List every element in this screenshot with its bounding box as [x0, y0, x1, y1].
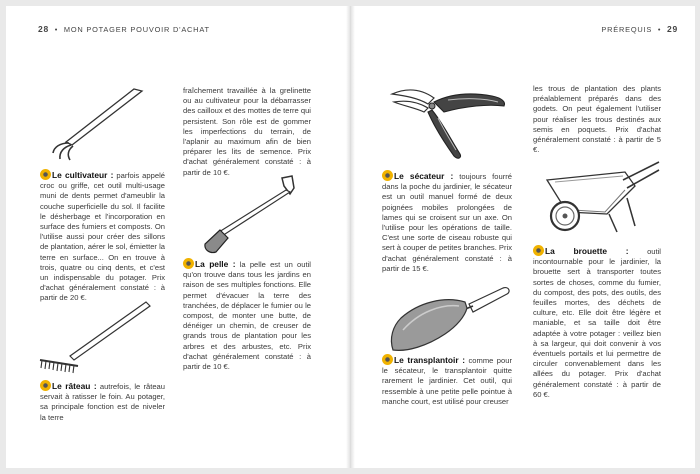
- rake-text: autrefois, le râteau servait à ratisser le foin. Au potager, sa principale fonction est de niveler la terre: [40, 382, 165, 422]
- right-header-separator: •: [657, 25, 662, 34]
- trowel-entry: [382, 354, 512, 407]
- wheelbarrow-illustration: [545, 158, 663, 238]
- trowel-text: comme pour le sécateur, le transplantoir quitte rarement le jardinier. Cet outil, qui ressemble à une petite pelle pointue à manche court, est utilisé pour creuser: [382, 356, 512, 406]
- shovel-text: la pelle est un outil qu'on trouve dans tous les jardins en raison de ses multiples fonctions. Elle permet d'évacuer la terre des tranchées, de déplacer le fumier ou le compost, de monter une butte, de dénéiger un chemin, de creuser de grands trous de plantation pour les arbres et des arbustes, etc. Prix d'achat généralement constaté : à partir de 10 €.: [183, 260, 311, 372]
- pruning-shears-illustration: [388, 82, 513, 167]
- trowel-continued-text: les trous de plantation des plants préalablement préparés dans des godets. On peut également l'utiliser pour réaliser les trous destinés aux semis en poquets. Prix d'achat généralement constaté : à partir de 5 €.: [533, 84, 661, 155]
- flower-bullet-icon: [40, 380, 51, 391]
- flower-bullet-icon: [40, 169, 51, 180]
- shovel-illustration: [198, 172, 298, 257]
- pruning-shears-entry: [382, 170, 512, 274]
- trowel-term: Le transplantoir :: [394, 355, 466, 365]
- left-header-title: MON POTAGER POUVOIR D'ACHAT: [63, 25, 210, 34]
- trowel-continuation: [533, 84, 661, 155]
- book-gutter: [346, 6, 355, 468]
- cultivator-illustration: [38, 85, 148, 165]
- flower-bullet-icon: [533, 245, 544, 256]
- rake-entry: [40, 380, 165, 423]
- cultivator-term: Le cultivateur :: [52, 170, 114, 180]
- left-page-number: 28: [38, 24, 50, 34]
- flower-bullet-icon: [382, 354, 393, 365]
- right-header-title: PRÉREQUIS: [601, 25, 653, 34]
- shovel-entry: [183, 258, 311, 372]
- rake-continuation: [183, 86, 311, 178]
- flower-bullet-icon: [183, 258, 194, 269]
- flower-bullet-icon: [382, 170, 393, 181]
- trowel-illustration: [385, 282, 513, 357]
- rake-illustration: [36, 298, 154, 376]
- pruning-shears-term: Le sécateur :: [394, 171, 454, 181]
- cultivator-entry: [40, 169, 165, 304]
- right-page-number: 29: [666, 24, 678, 34]
- left-header-separator: •: [54, 25, 59, 34]
- rake-continued-text: fraîchement travaillée à la grelinette ou au cultivateur pour la débarrasser des cailloux et des mottes de terre qui persistent. Son rôle est de gommer les imperfections du terrain, de l'aplanir au maximum afin de bien préparer les lits de semence. Prix d'achat généralement constaté : à partir de 10 €.: [183, 86, 311, 177]
- wheelbarrow-entry: [533, 245, 661, 400]
- wheelbarrow-term: La brouette :: [545, 246, 629, 256]
- rake-term: Le râteau :: [52, 381, 97, 391]
- pruning-shears-text: toujours fourré dans la poche du jardinier, le sécateur est un outil manuel formé de deux poignées mobiles prolongées de lames qui se croisent sur un axe. On l'utilise pour les opérations de taille. C'est une sorte de ciseau robuste qui sert à couper de petites branches. Prix d'achat généralement constaté : à partir de 15 €.: [382, 172, 513, 273]
- right-running-header: [601, 24, 678, 34]
- shovel-term: La pelle :: [195, 259, 236, 269]
- cultivator-text: parfois appelé croc ou griffe, cet outil multi-usage muni de dents permet d'ameublir la couche superficielle du sol. Il facilite le désherbage et l'incorporation en surface des fumiers et composts. On l'utilise aussi pour créer des sillons de plantation, aérer le sol, émietter la terre en surface... On en trouve à trois, quatre ou cinq dents, et c'est un indispensable du potager. Prix d'achat généralement constaté : à partir de 20 €.: [40, 171, 165, 303]
- left-running-header: [38, 24, 210, 34]
- wheelbarrow-text: outil incontournable pour le jardinier, la brouette sert à transporter toutes sortes de choses, comme du fumier, du compost, des pots, des outils, des feuilles mortes, des déchets de culture, etc. Elle doit être légère et maniable, et sa taille doit être adaptée à votre potager : veillez bien à sa largeur, qui doit convenir à vos éventuels portails et lui permettre de circuler convenablement dans les allées du potager. Prix d'achat généralement constaté : à partir de 60 €.: [533, 247, 661, 399]
